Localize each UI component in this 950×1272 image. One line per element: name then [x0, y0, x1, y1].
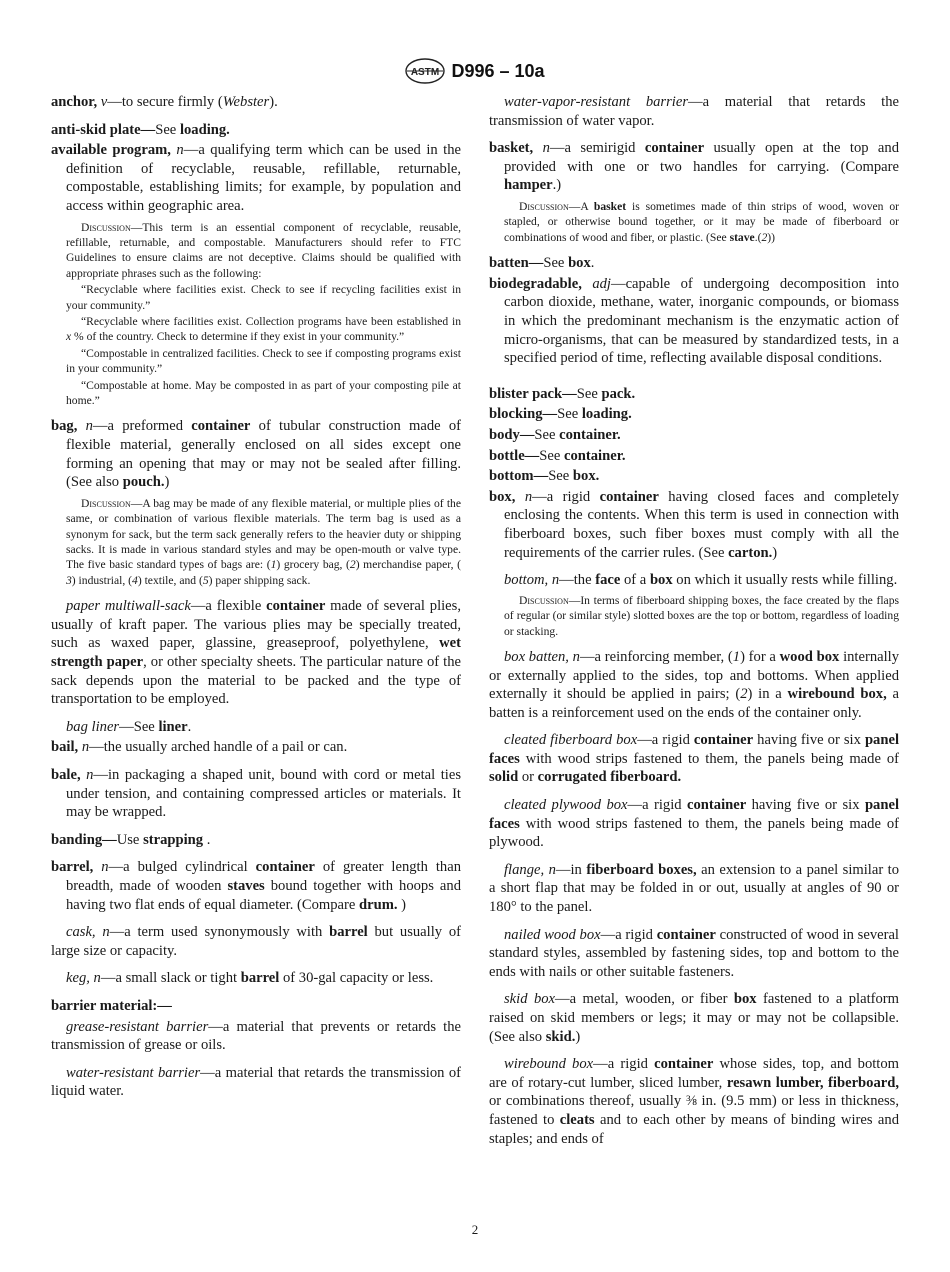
- discussion-bag: Discussion—A bag may be made of any flexible material, or multiple plies of the same, or combination of various flexible materials. The term bag is used as a synonym for sack, but the term sack generally refers to the heavier duty or shipping sacks. It is made in various standard styles and may be open-mouth or valve type. The five basic standard types of bags are: (1) grocery bag, (2) merchandise paper, ( 3) industrial, (4) textile, and (5) paper shipping sack.: [66, 496, 462, 587]
- entry-keg: keg, n—a small slack or tight barrel of 30-gal capacity or less.: [66, 970, 434, 987]
- entry-water-resistant-barrier: water-resistant barrier—a material that retards the transmission of liquid water.: [51, 1064, 462, 1100]
- entry-box: box, n—a rigid container having closed faces and completely enclosing the contents. When this term is used in connection with fiberboard boxes, such fiber boxes must comply with all the requirements of the carrier rules. (See carton.): [489, 488, 899, 561]
- entry-bottom: bottom, n—the face of a box on which it usually rests while filling.: [504, 572, 898, 589]
- left-column: [51, 93, 461, 1110]
- logo-text: ASTM: [411, 67, 440, 78]
- entry-blister-pack: blister pack—See pack.: [489, 385, 636, 402]
- entry-bail: bail, n—the usually arched handle of a pail or can.: [51, 739, 348, 756]
- discussion-basket: Discussion—A basket is sometimes made of thin strips of wood, woven or stapled, or otherwise bound together, or it may be made of fiberboard or combinations of wood and fiber, or plastic. (See stave.(2)): [504, 199, 899, 244]
- entry-body: body—See container.: [489, 426, 621, 443]
- entry-cask: cask, n—a term used synonymously with barrel but usually of large size or capacity.: [51, 924, 461, 959]
- entry-nailed-wood-box: nailed wood box—a rigid container constructed of wood in several standard styles, assembled by fastening sides, top and bottom to the ends with nails or other suitable fasteners.: [489, 926, 899, 980]
- quote-4: “Compostable at home. May be composted in as part of your composting pile at home.”: [66, 378, 461, 408]
- entry-bag: bag, n—a preformed container of tubular construction made of flexible material, generally enclosed on all sides except one forming an opening that may or may not be sealed after filling. (See also pouch.): [51, 418, 461, 491]
- quote-3: “Compostable in centralized facilities. Check to see if composting programs exist in your community.”: [66, 346, 461, 376]
- entry-wirebound-box: wirebound box—a rigid container whose sides, top, and bottom are of rotary-cut lumber, sliced lumber, resawn lumber, fiberboard, or combinations thereof, usually ⅜ in. (9.5 mm) or less in thickness, fastened to cleats and to each other by means of binding wires and staples; and ends of: [489, 1056, 900, 1147]
- discussion-available-program: Discussion—This term is an essential component of recyclable, reusable, refillable, returnable, and compostable. Manufacturers should refer to FTC Guidelines to ensure claims are not deceptive. Claims should be qualified with appropriate phrases such as the following:: [66, 220, 461, 280]
- entry-barrier-material: barrier material:—: [51, 997, 172, 1014]
- entry-bag-liner: bag liner—See liner.: [66, 718, 192, 735]
- entry-barrel: barrel, n—a bulged cylindrical container of greater length than breadth, made of wooden staves bound together with hoops and having two flat ends of equal diameter. (Compare drum. ): [51, 859, 461, 913]
- astm-logo-icon: [405, 58, 445, 84]
- entry-bale: bale, n—in packaging a shaped unit, bound with cord or metal ties under tension, and containing compressed articles or materials. It may be wrapped.: [51, 767, 461, 821]
- quote-2: “Recyclable where facilities exist. Collection programs have been established in x % of the country. Check to determine if they exist in your community.”: [66, 315, 461, 344]
- entry-biodegradable: biodegradable, adj—capable of undergoing decomposition into carbon dioxide, methane, water, inorganic compounds, or biomass in which the predominant mechanism is the enzymatic action of micro-organisms, that can be measured by standardized tests, in a specified period of time, reflecting available disposal conditions.: [489, 275, 899, 367]
- quote-1: “Recyclable where facilities exist. Check to see if recycling facilities exist in your community.”: [66, 283, 461, 312]
- entry-available-program: available program, n—a qualifying term which can be used in the definition of recyclable, reusable, refillable, returnable, compostable, establishing limits; for example, by population and access within geographic area.: [51, 142, 461, 214]
- entry-flange: flange, n—in fiberboard boxes, an extension to a panel similar to a short flap that may be folded in or out, usually at angles of 90 or 180° to the panel.: [489, 861, 900, 916]
- entry-cleated-fiberboard-box: cleated fiberboard box—a rigid container having five or six panel faces with wood strips fastened to them, the panels being made of solid or corrugated fiberboard.: [489, 732, 899, 786]
- entry-blocking: blocking—See loading.: [489, 406, 632, 423]
- entry-basket: basket, n—a semirigid container usually open at the top and provided with one or two handles for carrying. (Compare hamper.): [489, 140, 899, 194]
- entry-box-batten: box batten, n—a reinforcing member, (1) for a wood box internally or externally applied to the sides, top and bottoms. When applied externally it should be applied in pairs; (2) in a wirebound box, a batten is a reinforcement used on the ends of the container only.: [489, 648, 899, 721]
- entry-skid-box: skid box—a metal, wooden, or fiber box fastened to a platform raised on skid members or legs; it may or may not be collapsible. (See also skid.): [489, 991, 899, 1045]
- page-number: 2: [471, 1222, 479, 1237]
- document-number: D996 – 10a: [451, 60, 545, 81]
- entry-anchor: anchor, v—to secure firmly (Webster).: [51, 94, 278, 110]
- entry-batten: batten—See box.: [489, 255, 595, 272]
- entry-paper-multiwall-sack: paper multiwall-sack—a flexible container made of several plies, usually of kraft paper. The various plies may be specially treated, such as waxed paper, glassine, greaseproof, polyethylene, wet strength paper, or other specialty sheets. The particular nature of the sack depends upon the material to be packed and the type of transportation to be employed.: [51, 598, 461, 708]
- entry-banding: banding—Use strapping .: [51, 831, 211, 848]
- entry-water-vapor-resistant-barrier: water-vapor-resistant barrier—a material that retards the transmission of water vapor.: [489, 94, 900, 129]
- entry-bottom-ref: bottom—See box.: [489, 468, 600, 485]
- discussion-bottom: Discussion—In terms of fiberboard shipping boxes, the face created by the flaps of regular (or similar style) slotted boxes are the top or bottom, regardless of loading or stacking.: [504, 593, 899, 638]
- entry-anti-skid-plate: anti-skid plate—See loading.: [51, 121, 230, 138]
- right-column: [489, 93, 899, 1157]
- page-header: [0, 58, 950, 89]
- entry-grease-resistant-barrier: grease-resistant barrier—a material that prevents or retards the transmission of grease or oils.: [51, 1018, 461, 1054]
- entry-bottle: bottle—See container.: [489, 447, 626, 464]
- entry-cleated-plywood-box: cleated plywood box—a rigid container having five or six panel faces with wood strips fastened to them, the panels being made of plywood.: [489, 797, 899, 851]
